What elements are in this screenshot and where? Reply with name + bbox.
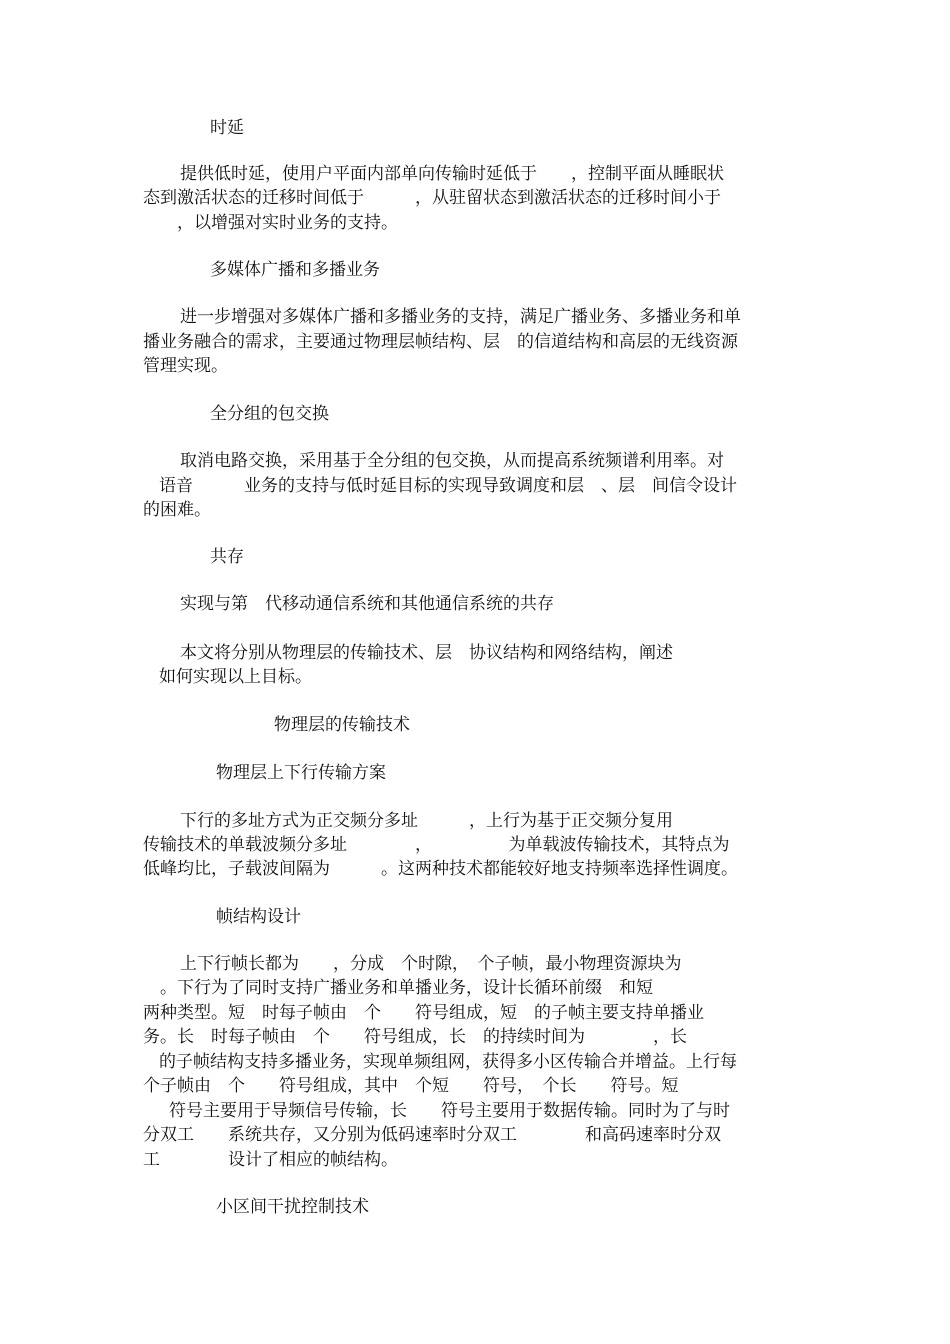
paragraph-line: 的子帧结构支持多播业务，实现单频组网，获得多小区传输合并增益。上行每 (159, 1052, 737, 1072)
paragraph-line: 本文将分别从物理层的传输技术、层 协议结构和网络结构，阐述 (180, 643, 673, 663)
paragraph-line: 实现与第 代移动通信系统和其他通信系统的共存 (180, 594, 554, 614)
paragraph-line: 分双工 系统共存，又分别为低码速率时分双工 和高码速率时分双 (143, 1125, 721, 1145)
paragraph-line: 进一步增强对多媒体广播和多播业务的支持，满足广播业务、多播业务和单 (180, 307, 741, 327)
heading-latency: 时延 (210, 118, 244, 138)
subheading-interference-control: 小区间干扰控制技术 (216, 1197, 369, 1217)
paragraph-line: 语音 业务的支持与低时延目标的实现导致调度和层 、层 间信令设计 (159, 476, 737, 496)
paragraph-line: 两种类型。短 时每子帧由 个 符号组成，短 的子帧主要支持单播业 (143, 1003, 704, 1023)
paragraph-line: 工 设计了相应的帧结构。 (143, 1150, 398, 1170)
paragraph-line: 取消电路交换，采用基于全分组的包交换，从而提高系统频谱利用率。对 (180, 451, 724, 471)
paragraph-line: 。下行为了同时支持广播业务和单播业务，设计长循环前缀 和短 (143, 978, 653, 998)
paragraph-line: 管理实现。 (143, 356, 228, 376)
subheading-frame-structure: 帧结构设计 (216, 907, 301, 927)
paragraph-line: 提供低时延，使用户平面内部单向传输时延低于 ，控制平面从睡眠状 (180, 164, 724, 184)
heading-coexistence: 共存 (210, 547, 244, 567)
subheading-transmission-scheme: 物理层上下行传输方案 (216, 763, 386, 783)
heading-packet-switching: 全分组的包交换 (210, 404, 329, 424)
paragraph-line: 传输技术的单载波频分多址 ， 为单载波传输技术，其特点为 (143, 835, 730, 855)
paragraph-line: 符号主要用于导频信号传输，长 符号主要用于数据传输。同时为了与时 (169, 1101, 730, 1121)
paragraph-line: 上下行帧长都为 ，分成 个时隙， 个子帧，最小物理资源块为 (180, 954, 682, 974)
paragraph-line: 播业务融合的需求，主要通过物理层帧结构、层 的信道结构和高层的无线资源 (143, 332, 738, 352)
paragraph-line: 如何实现以上目标。 (159, 667, 312, 687)
paragraph-line: 态到激活状态的迁移时间低于 ，从驻留状态到激活状态的迁移时间小于 (143, 188, 721, 208)
paragraph-line: ，以增强对实时业务的支持。 (143, 213, 398, 233)
paragraph-line: 的困难。 (143, 500, 211, 520)
paragraph-line: 低峰均比，子载波间隔为 。这两种技术都能较好地支持频率选择性调度。 (143, 859, 738, 879)
heading-mbms: 多媒体广播和多播业务 (210, 260, 380, 280)
paragraph-line: 个子帧由 个 符号组成，其中 个短 符号， 个长 符号。短 (143, 1076, 679, 1096)
paragraph-line: 下行的多址方式为正交频分多址 ，上行为基于正交频分复用 (180, 811, 673, 831)
paragraph-line: 务。长 时每子帧由 个 符号组成，长 的持续时间为 ，长 (143, 1027, 687, 1047)
section-heading-physical-layer: 物理层的传输技术 (274, 715, 410, 735)
